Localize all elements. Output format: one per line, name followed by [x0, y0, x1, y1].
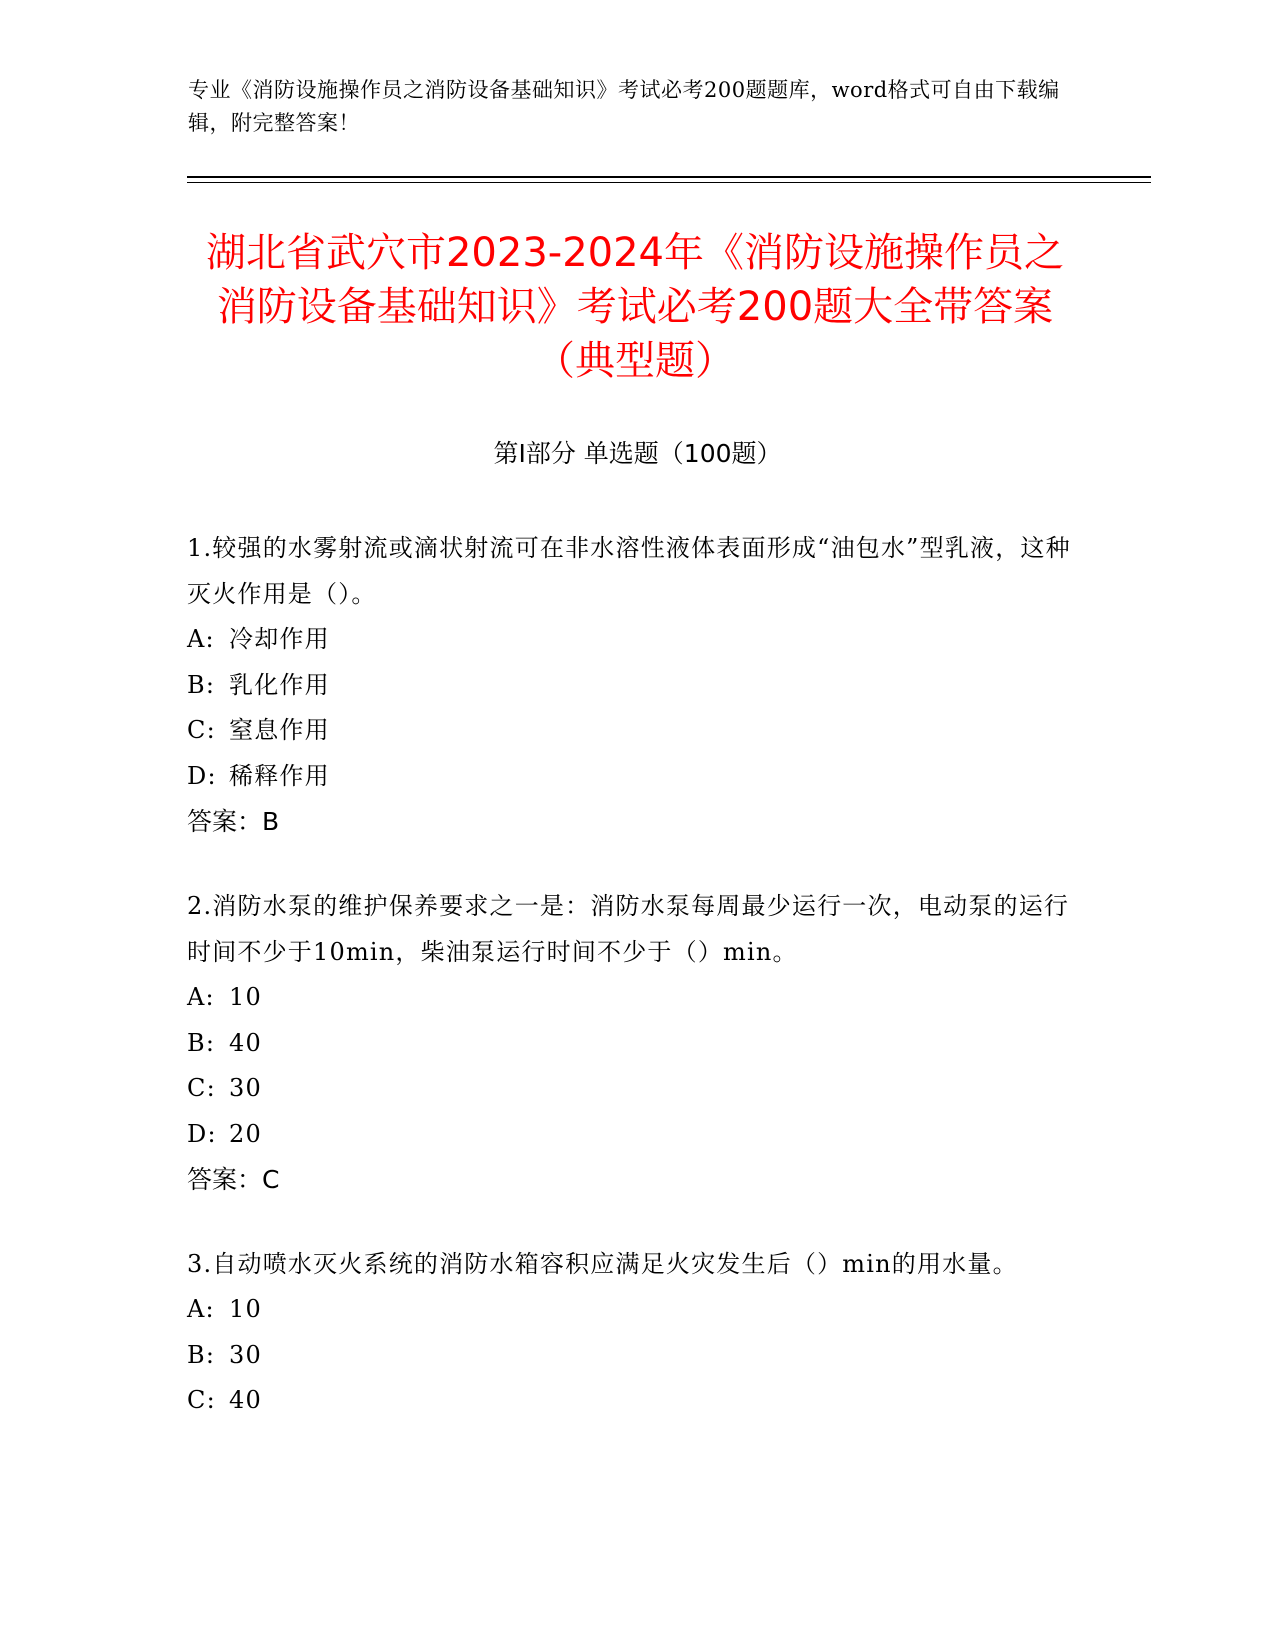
- option-a: [187, 975, 1077, 1021]
- option-label: D:: [187, 1119, 217, 1148]
- option-label: B:: [187, 670, 216, 699]
- question-3: [187, 1241, 1077, 1424]
- section-title: 第I部分 单选题（100题）: [493, 439, 782, 468]
- option-d: [187, 1112, 1077, 1158]
- option-text: 稀释作用: [229, 761, 330, 790]
- answer-line: 答案：C: [187, 1165, 280, 1194]
- question-2: [187, 883, 1077, 1203]
- option-label: C:: [187, 1074, 216, 1102]
- option-text: 10: [229, 983, 262, 1011]
- option-label: D:: [187, 761, 217, 790]
- question-1: [187, 525, 1077, 845]
- option-text: 20: [229, 1119, 262, 1148]
- answer-line: 答案：B: [187, 807, 280, 836]
- header-rule-thick: [187, 176, 1151, 178]
- document-title: 湖北省武穴市2023-2024年《消防设施操作员之消防设备基础知识》考试必考200题大全带答案（典型题）: [205, 230, 1065, 384]
- option-label: C:: [187, 1386, 216, 1414]
- option-d: [187, 754, 1077, 800]
- option-b: [187, 1021, 1077, 1067]
- header-note: 专业《消防设施操作员之消防设备基础知识》考试必考200题题库，word格式可自由下载编辑，附完整答案！: [188, 78, 1060, 135]
- option-label: B:: [187, 1028, 216, 1057]
- option-b: [187, 1333, 1077, 1379]
- option-label: A:: [187, 1295, 215, 1323]
- option-text: 冷却作用: [229, 625, 330, 653]
- header-rule-thin: [187, 182, 1151, 183]
- option-a: [187, 617, 1077, 663]
- option-c: [187, 1066, 1077, 1112]
- option-text: 40: [229, 1028, 262, 1057]
- option-b: [187, 663, 1077, 709]
- option-text: 40: [229, 1386, 262, 1414]
- question-stem: 1.较强的水雾射流或滴状射流可在非水溶性液体表面形成“油包水”型乳液，这种灭火作用是（）。: [187, 534, 1071, 608]
- option-label: C:: [187, 716, 216, 744]
- question-list: [187, 525, 1077, 1462]
- option-text: 窒息作用: [229, 716, 330, 744]
- option-c: [187, 1378, 1077, 1424]
- option-a: [187, 1287, 1077, 1333]
- option-label: B:: [187, 1340, 216, 1369]
- question-stem: 2.消防水泵的维护保养要求之一是：消防水泵每周最少运行一次，电动泵的运行时间不少于10min，柴油泵运行时间不少于（）min。: [187, 892, 1070, 966]
- option-text: 10: [229, 1295, 262, 1323]
- option-c: [187, 708, 1077, 754]
- option-text: 30: [229, 1340, 262, 1369]
- option-text: 乳化作用: [229, 670, 330, 699]
- option-label: A:: [187, 983, 215, 1011]
- question-stem: 3.自动喷水灭火系统的消防水箱容积应满足火灾发生后（）min的用水量。: [187, 1250, 1018, 1278]
- option-text: 30: [229, 1074, 262, 1102]
- option-label: A:: [187, 625, 215, 653]
